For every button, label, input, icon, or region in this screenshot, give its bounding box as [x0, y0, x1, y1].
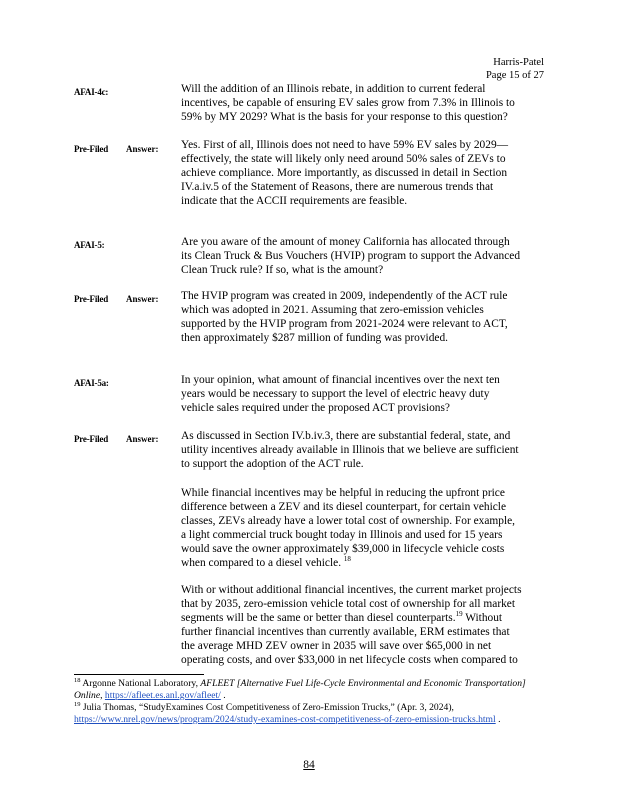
answer-label-5a: Answer:: [126, 434, 159, 444]
answer-5-text: The HVIP program was created in 2009, independently of the ACT rule which was adopted in 2021. Assuming that zero-emission vehicles supported by the HVIP program from 2021-2024 were relevant to ACT, then approximately $287 million of funding was provided.: [181, 290, 508, 344]
answer-label-5: Answer:: [126, 294, 159, 304]
prefiled-label-4c: Pre-Filed: [74, 144, 109, 154]
footnote-18: $^{18}$ Argonne National Laboratory, AFLEET [Alternative Fuel Life-Cycle Environmental and Economic Transportation] Online, https://afleet.es.anl.gov/afleet/ .: [74, 676, 526, 701]
page-number: 84: [303, 759, 315, 771]
header-page: Page 15 of 27: [485, 70, 544, 81]
footnote-ref-19[interactable]: 19: [455, 610, 463, 619]
footnote-18-link[interactable]: https://afleet.es.anl.gov/afleet/: [104, 690, 221, 701]
question-label-5: AFAI-5:: [74, 240, 105, 250]
question-4c-text: Will the addition of an Illinois rebate, in addition to current federal incentives, be capable of ensuring EV sales grow from 7.3% in Illinois to 59% by MY 2029? What is the basis for your response to this question?: [181, 83, 515, 123]
question-label-5a: AFAI-5a:: [74, 378, 109, 388]
footnote-ref-18[interactable]: 18: [343, 555, 351, 564]
question-5-text: Are you aware of the amount of money California has allocated through its Clean Truck & Bus Vouchers (HVIP) program to support the Advanced Clean Truck rule? If so, what is the amount?: [181, 236, 521, 276]
question-5a-text: In your opinion, what amount of financial incentives over the next ten years would be necessary to support the level of electric heavy duty vehicle sales required under the proposed ACT provisions?: [181, 374, 500, 414]
answer-4c-text: Yes. First of all, Illinois does not need to have 59% EV sales by 2029— effectively, the state will likely only need around 50% sales of ZEVs to achieve compliance. More importantly, as discussed in detail in Section IV.a.iv.5 of the Statement of Reasons, there are numerous trends that indicate that the ACCII requirements are feasible.: [181, 139, 509, 207]
footnote-divider: [74, 674, 204, 675]
footnote-19: $^{19}$ Julia Thomas, “StudyExamines Cost Competitiveness of Zero-Emission Trucks,” (Apr. 3, 2024), https://www.nrel.gov/news/program/2024/study-examines-cost-competitiveness-of-zero-emission-trucks.html .: [74, 700, 501, 725]
answer-5a-paragraph-3: With or without additional financial incentives, the current market projects that by 2035, zero-emission vehicle total cost of ownership for all market segments will be the same or better than diesel counterparts.$^{19}$ Without further financial incentives than currently available, ERM estimates that the average MHD ZEV owner in 2035 will save over $65,000 in net operating costs, and over $33,000 in net lifecycle costs when compared to: [181, 584, 522, 666]
header-name: Harris-Patel: [493, 57, 544, 68]
question-label-4c: AFAI-4c:: [74, 87, 109, 97]
prefiled-label-5a: Pre-Filed: [74, 434, 109, 444]
footnote-19-link[interactable]: https://www.nrel.gov/news/program/2024/study-examines-cost-competitiveness-of-zero-emission-trucks.html: [74, 714, 496, 725]
prefiled-label-5: Pre-Filed: [74, 294, 109, 304]
answer-label-4c: Answer:: [126, 144, 159, 154]
answer-5a-paragraph-2: While financial incentives may be helpful in reducing the upfront price difference between a ZEV and its diesel counterpart, for certain vehicle classes, ZEVs already have a lower total cost of ownership. For example, a light commercial truck bought today in Illinois and used for 15 years would save the owner approximately $39,000 in lifecycle vehicle costs when compared to a diesel vehicle. $^{18}$: [181, 487, 516, 569]
answer-5a-paragraph-1: As discussed in Section IV.b.iv.3, there are substantial federal, state, and utility incentives already available in Illinois that we believe are sufficient to support the adoption of the ACT rule.: [181, 430, 519, 470]
